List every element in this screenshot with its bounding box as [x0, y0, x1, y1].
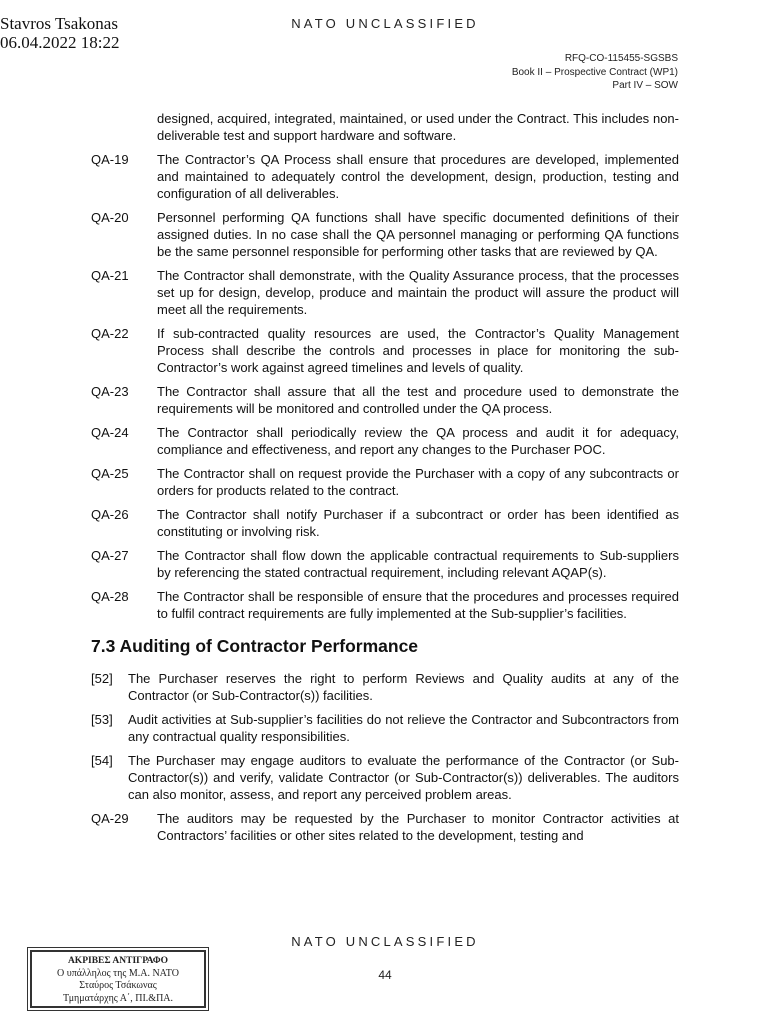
paragraph-text: The Purchaser reserves the right to perform Reviews and Quality audits at any of the Contractor (or Sub-Contractor(s)) facilities. [128, 671, 679, 703]
paragraph-text: designed, acquired, integrated, maintained, or used under the Contract. This includes non-deliverable test and support hardware and software. [157, 111, 679, 143]
requirement-item [91, 151, 679, 202]
continuation-paragraph [91, 110, 679, 144]
paragraph-number: [54] [91, 753, 113, 768]
requirement-text: The Contractor shall be responsible of ensure that the procedures and processes required to fulfil contract requirements are fully implemented at the Sub-supplier’s facilities. [157, 589, 679, 621]
signer-name: Stavros Tsakonas [0, 14, 118, 33]
requirement-id: QA-27 [91, 548, 129, 563]
requirement-id: QA-21 [91, 268, 129, 283]
requirement-item [91, 209, 679, 260]
document-body [91, 110, 679, 851]
requirement-text: Personnel performing QA functions shall have specific documented definitions of their assigned duties. In no case shall the QA personnel managing or performing QA functions be the same personnel responsible for performing other tasks that are reviewed by QA. [157, 210, 679, 259]
classification-footer: NATO UNCLASSIFIED [291, 934, 479, 949]
requirement-id: QA-20 [91, 210, 129, 225]
signature-datetime: 06.04.2022 18:22 [0, 33, 120, 52]
reference-book: Book II – Prospective Contract (WP1) [511, 66, 678, 78]
requirement-id: QA-25 [91, 466, 129, 481]
requirement-item [91, 424, 679, 458]
stamp-line: Σταύρος Τσάκωνας [79, 980, 157, 991]
numbered-paragraph [91, 752, 679, 803]
requirement-text: If sub-contracted quality resources are used, the Contractor’s Quality Management Process shall describe the controls and processes in place for monitoring the sub-Contractor’s work against agreed timelines and levels of quality. [157, 326, 679, 375]
stamp-title: ΑΚΡΙΒΕΣ ΑΝΤΙΓΡΑΦΟ [67, 956, 169, 966]
requirement-item [91, 588, 679, 622]
requirement-item [91, 383, 679, 417]
requirement-id: QA-26 [91, 507, 129, 522]
requirement-text: The Contractor shall notify Purchaser if a subcontract or order has been identified as constituting or involving risk. [157, 507, 679, 539]
requirement-text: The Contractor shall on request provide the Purchaser with a copy of any subcontracts or orders for products related to the contract. [157, 466, 679, 498]
paragraph-text: Audit activities at Sub-supplier’s facilities do not relieve the Contractor and Subcontractors from any contractual quality responsibilities. [128, 712, 679, 744]
reference-number: RFQ-CO-115455-SGSBS [564, 53, 678, 64]
paragraph-number: [52] [91, 671, 113, 686]
page-number: 44 [378, 968, 392, 982]
requirement-item [91, 506, 679, 540]
reference-part: Part IV – SOW [612, 80, 678, 91]
numbered-paragraph [91, 670, 679, 704]
requirement-id: QA-24 [91, 425, 129, 440]
requirement-item [91, 547, 679, 581]
paragraph-text: The Purchaser may engage auditors to evaluate the performance of the Contractor (or Sub-Contractor(s)) and verify, validate Contractor (or Sub-Contractor(s)) deliverables. The auditors can also monitor, assess, and report any perceived problem areas. [128, 753, 679, 802]
requirement-id: QA-22 [91, 326, 129, 341]
requirement-item [91, 325, 679, 376]
paragraph-number: [53] [91, 712, 113, 727]
stamp-line: Ο υπάλληλος της Μ.Α. ΝΑΤΟ [57, 967, 179, 979]
requirement-item [91, 267, 679, 318]
classification-header: NATO UNCLASSIFIED [291, 16, 479, 31]
requirement-id: QA-28 [91, 589, 129, 604]
certified-copy-stamp [30, 950, 206, 1008]
stamp-line: Τμηματάρχης Α΄, ΠΙ.&ΠΑ. [62, 992, 174, 1004]
requirement-text: The auditors may be requested by the Purchaser to monitor Contractor activities at Contractors’ facilities or other sites related to the development, testing and [157, 811, 679, 843]
requirement-text: The Contractor shall demonstrate, with the Quality Assurance process, that the processes set up for design, develop, produce and maintain the product will assure the product will meet all the requirements. [157, 268, 679, 317]
requirement-item [91, 465, 679, 499]
requirement-item [91, 810, 679, 844]
requirement-id: QA-19 [91, 152, 129, 167]
section-heading: 7.3 Auditing of Contractor Performance [91, 636, 419, 656]
requirement-text: The Contractor shall flow down the applicable contractual requirements to Sub-suppliers by referencing the stated contractual requirement, including relevant AQAP(s). [157, 548, 679, 580]
requirement-id: QA-29 [91, 811, 129, 826]
requirement-text: The Contractor shall assure that all the test and procedure used to demonstrate the requirements will be monitored and controlled under the QA process. [157, 384, 679, 416]
requirement-text: The Contractor’s QA Process shall ensure that procedures are developed, implemented and maintained to adequately control the development, design, production, testing and configuration of all deliverables. [157, 152, 679, 201]
numbered-paragraph [91, 711, 679, 745]
requirement-id: QA-23 [91, 384, 129, 399]
document-reference [512, 52, 678, 93]
requirement-text: The Contractor shall periodically review the QA process and audit it for adequacy, compliance and effectiveness, and report any changes to the Purchaser POC. [157, 425, 679, 457]
